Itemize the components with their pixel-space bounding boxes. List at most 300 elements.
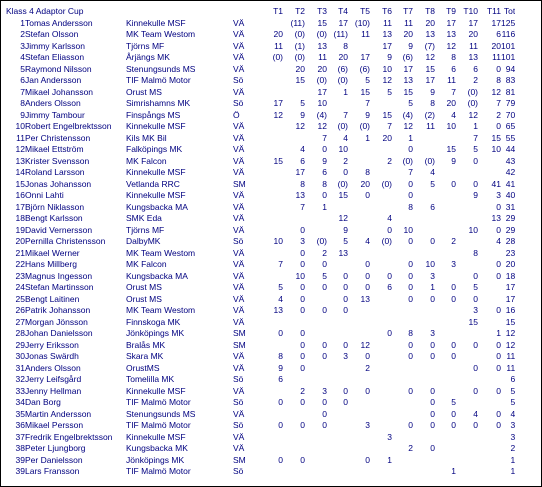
score-cell-t7: 10	[403, 224, 413, 235]
district-cell: VÄ	[233, 443, 245, 453]
score-cell-t5: 4	[365, 236, 370, 246]
club-cell: Kungsbacka MA	[126, 270, 188, 281]
position-cell: 14	[15, 167, 25, 177]
position-cell: 1	[20, 17, 25, 28]
score-cell-t4: 2	[343, 155, 348, 166]
score-cell-t10: 6	[473, 63, 478, 74]
score-cell-t2: 0	[300, 420, 305, 430]
score-cell-t11	[478, 294, 501, 306]
club-cell: Simrishamns MK	[126, 98, 191, 108]
driver-name-cell: Jonas Johansson	[25, 178, 92, 189]
score-cell-t5: 0	[365, 385, 370, 396]
position-cell: 38	[15, 443, 25, 453]
score-cell-t1: 12	[273, 109, 283, 120]
score-cell-t5	[348, 432, 370, 444]
club-cell: Orust MS	[126, 282, 162, 292]
score-cell-t9	[435, 328, 456, 340]
score-cell-t3	[305, 328, 327, 340]
score-cell-t3: 2	[322, 247, 327, 258]
district-cell: Sö	[233, 75, 244, 85]
score-cell-t2: 4	[300, 144, 305, 154]
position-cell: 18	[15, 213, 25, 223]
score-cell-t3: (0)	[316, 236, 327, 246]
score-cell-t7: 0	[408, 293, 413, 304]
score-cell-t6	[370, 397, 392, 409]
score-cell-t9	[435, 305, 456, 317]
club-cell: TIF Malmö Motor	[126, 75, 191, 85]
table-row	[6, 110, 515, 122]
position-cell: 11	[16, 132, 25, 143]
score-cell-t11: 6	[496, 29, 501, 39]
score-cell-t2: 0	[300, 454, 305, 465]
score-cell-t6: (0)	[381, 236, 392, 246]
driver-name-cell: Dan Borg	[25, 397, 61, 407]
score-cell-t8: 9	[430, 86, 435, 97]
score-cell-t2: 0	[300, 259, 305, 269]
score-cell-t5: 0	[365, 454, 370, 465]
score-cell-t6	[370, 305, 392, 317]
score-cell-t1	[262, 386, 283, 398]
score-cell-t7	[392, 432, 413, 444]
score-cell-t3: 13	[317, 40, 327, 51]
score-cell-t10: 1	[473, 121, 478, 131]
table-row	[6, 432, 515, 444]
score-cell-t5: 8	[365, 167, 370, 177]
position-cell: 39	[15, 466, 25, 476]
score-cell-t1: 15	[273, 155, 283, 166]
score-cell-t2: 10	[295, 270, 305, 281]
score-cell-t8: 0	[430, 420, 435, 430]
score-cell-t11	[478, 167, 501, 179]
driver-name-cell: Lars Fransson	[25, 466, 80, 476]
score-cell-t8	[413, 248, 435, 260]
score-cell-t10: 0	[473, 293, 478, 304]
score-cell-t3: 0	[322, 144, 327, 154]
table-row	[6, 340, 515, 352]
table-row	[6, 305, 515, 317]
driver-name-cell: Martin Andersson	[25, 408, 92, 419]
score-cell-t2: 17	[295, 167, 305, 177]
score-cell-t8: 20	[425, 17, 435, 28]
club-cell: DalbyMK	[126, 236, 161, 246]
driver-name-cell: Mikael Ettström	[25, 144, 84, 154]
score-cell-t5	[348, 248, 370, 260]
score-cell-t1	[262, 144, 283, 156]
score-cell-t6: 20	[382, 132, 392, 143]
score-cell-t5: 0	[365, 351, 370, 361]
score-cell-t9: 0	[451, 351, 456, 361]
table-row	[6, 363, 515, 375]
score-cell-t2: 0	[300, 328, 305, 338]
position-cell: 29	[15, 339, 25, 350]
score-cell-t4: 1	[343, 86, 348, 97]
club-cell: Kinnekulle MSF	[126, 190, 186, 200]
score-cell-t10: 0	[473, 385, 478, 396]
total-cell: 17	[505, 293, 516, 304]
score-cell-t10	[456, 236, 478, 248]
score-cell-t11	[478, 443, 501, 455]
score-cell-t11: 13	[491, 213, 501, 223]
score-cell-t3: 11	[318, 52, 327, 62]
total-cell: 79	[505, 98, 516, 108]
score-cell-t9	[435, 190, 456, 202]
col-header-t11: T11	[486, 6, 501, 16]
score-cell-t2: 2	[300, 385, 305, 396]
score-cell-t9: 13	[446, 29, 456, 39]
club-cell: SMK Eda	[126, 213, 162, 223]
score-cell-t9	[435, 202, 456, 214]
score-cell-t4	[327, 466, 348, 478]
score-cell-t3: 0	[322, 305, 327, 315]
district-cell: VÄ	[233, 293, 245, 304]
score-cell-t2	[283, 374, 305, 386]
score-cell-t1	[262, 87, 283, 99]
score-cell-t1: 11	[274, 40, 283, 51]
club-cell: Vetlanda RRC	[126, 178, 180, 189]
club-cell: Kungsbacka MK	[126, 443, 188, 453]
club-cell: Kinnekulle MSF	[126, 167, 186, 177]
score-cell-t6: 2	[387, 155, 392, 166]
score-cell-t4: 15	[338, 190, 348, 200]
score-cell-t4: 12	[338, 213, 348, 223]
class-title: Klass 4 Adaptor Cup	[6, 6, 84, 16]
score-cell-t1: 17	[273, 98, 283, 108]
score-cell-t5: 3	[365, 420, 370, 430]
total-cell: 101	[501, 40, 516, 51]
score-cell-t8: 0	[430, 236, 435, 246]
district-cell: VÄ	[233, 190, 245, 200]
table-row	[6, 190, 515, 202]
score-cell-t6: 1	[387, 454, 392, 465]
score-cell-t9: 15	[446, 144, 456, 154]
score-cell-t10: 0	[473, 362, 478, 373]
district-cell: VÄ	[233, 29, 245, 39]
score-cell-t6	[370, 386, 392, 398]
club-cell: MK Team Westom	[126, 247, 196, 258]
position-cell: 30	[15, 351, 25, 361]
score-cell-t6	[370, 363, 392, 375]
district-cell: VÄ	[233, 282, 245, 292]
score-cell-t1	[262, 443, 283, 455]
district-cell: Ö	[233, 109, 240, 120]
score-cell-t2	[283, 213, 305, 225]
score-cell-t2: (0)	[294, 29, 305, 39]
score-cell-t4	[327, 409, 348, 421]
score-cell-t9	[435, 213, 456, 225]
score-cell-t7: 5	[408, 98, 413, 108]
score-cell-t4: 0	[343, 397, 348, 407]
score-cell-t7: 0	[408, 259, 413, 269]
district-cell: VÄ	[233, 316, 245, 327]
score-cell-t2: 0	[300, 247, 305, 258]
total-cell: 2	[510, 443, 516, 453]
total-cell: 125	[501, 17, 516, 28]
score-cell-t8	[413, 466, 435, 478]
score-cell-t2: 0	[300, 362, 305, 373]
score-cell-t9: 0	[451, 282, 456, 292]
score-cell-t6: 10	[382, 63, 392, 74]
score-cell-t8: 0	[430, 351, 435, 361]
score-cell-t8: 0	[430, 443, 435, 453]
position-cell: 24	[15, 282, 25, 292]
score-cell-t10: 12	[468, 109, 478, 120]
total-cell: 5	[510, 397, 516, 407]
district-cell: VÄ	[233, 121, 245, 131]
score-cell-t5	[348, 374, 370, 386]
score-cell-t10: 20	[468, 29, 478, 39]
driver-name-cell: Mikael Johansson	[25, 86, 94, 97]
total-cell: 65	[505, 121, 516, 131]
score-cell-t11: 8	[496, 75, 501, 85]
score-cell-t11	[478, 466, 501, 478]
total-cell: 3	[510, 431, 516, 442]
club-cell: MK Team Westom	[126, 29, 196, 39]
score-cell-t6: 12	[382, 75, 392, 85]
driver-name-cell: Jenny Hellman	[25, 385, 82, 396]
score-cell-t10: 5	[473, 144, 478, 154]
score-cell-t2	[283, 466, 305, 478]
score-cell-t8	[413, 144, 435, 156]
score-cell-t4: 0	[343, 385, 348, 396]
score-cell-t9: 2	[451, 236, 456, 246]
driver-name-cell: Robert Engelbrektsson	[25, 121, 112, 131]
score-cell-t6	[370, 340, 392, 352]
district-cell: Sö	[233, 374, 244, 384]
district-cell: SM	[233, 454, 246, 465]
table-row	[6, 351, 515, 363]
score-cell-t11	[478, 248, 501, 260]
score-cell-t10	[456, 466, 478, 478]
table-row	[6, 282, 515, 294]
driver-name-cell: Peter Ljungborg	[25, 443, 86, 453]
district-cell: VÄ	[233, 362, 245, 373]
score-cell-t6	[370, 167, 392, 179]
score-cell-t4: 4	[343, 132, 348, 143]
score-cell-t10	[456, 432, 478, 444]
score-cell-t9	[435, 374, 456, 386]
score-cell-t7: 2	[408, 443, 413, 453]
score-cell-t1	[262, 179, 283, 191]
driver-name-cell: Onni Lahti	[25, 190, 64, 200]
score-cell-t8: 6	[430, 201, 435, 212]
position-cell: 34	[15, 397, 25, 407]
score-cell-t1: 9	[278, 362, 283, 373]
score-cell-t5: 0	[365, 190, 370, 200]
score-cell-t8: 17	[425, 75, 435, 85]
score-cell-t1	[262, 121, 283, 133]
club-cell: MK Team Westom	[126, 305, 196, 315]
score-cell-t11: 10	[491, 144, 501, 154]
district-cell: VÄ	[233, 63, 245, 74]
score-cell-t10: 17	[468, 17, 478, 28]
col-header-t7: T7	[403, 6, 413, 16]
score-cell-t6	[370, 259, 392, 271]
total-cell: 3	[510, 420, 516, 430]
score-cell-t3	[305, 294, 327, 306]
club-cell: Orust MS	[126, 86, 162, 97]
total-cell: 70	[505, 109, 516, 120]
score-cell-t8	[413, 213, 435, 225]
score-cell-t2: 5	[300, 98, 305, 108]
score-cell-t7: 0	[408, 190, 413, 200]
position-cell: 8	[20, 98, 25, 108]
score-cell-t9: 3	[451, 259, 456, 269]
score-cell-t5	[348, 409, 370, 421]
score-cell-t11: 3	[496, 190, 501, 200]
score-cell-t5: 20	[360, 178, 370, 189]
table-row	[6, 328, 515, 340]
score-cell-t7: 8	[408, 201, 413, 212]
driver-name-cell: David Vernersson	[25, 224, 93, 235]
score-cell-t9: 4	[451, 109, 456, 120]
score-cell-t9: 0	[451, 339, 456, 350]
score-cell-t11	[478, 397, 501, 409]
col-header-t8: T8	[425, 6, 435, 16]
total-cell: 4	[510, 408, 516, 419]
club-cell: Falköpings MK	[126, 144, 183, 154]
score-cell-t7: 20	[403, 29, 413, 39]
score-cell-t5: 5	[365, 75, 370, 85]
club-cell: Skara MK	[126, 351, 164, 361]
score-cell-t1	[262, 248, 283, 260]
total-cell: 20	[505, 259, 516, 269]
score-cell-t10: (0)	[467, 86, 478, 97]
table-row	[6, 29, 515, 41]
score-cell-t3	[305, 443, 327, 455]
table-row	[6, 443, 515, 455]
table-row	[6, 52, 515, 64]
score-cell-t3: 0	[322, 259, 327, 269]
score-cell-t11: 17	[491, 17, 501, 28]
club-cell: MK Falcon	[126, 259, 167, 269]
score-cell-t11	[478, 374, 501, 386]
district-cell: VÄ	[233, 132, 245, 143]
score-cell-t9	[435, 225, 456, 237]
score-cell-t4	[327, 432, 348, 444]
total-cell: 16	[505, 305, 516, 315]
score-cell-t8	[413, 374, 435, 386]
district-cell: VÄ	[233, 247, 245, 258]
score-cell-t6: 4	[387, 213, 392, 223]
total-cell: 1	[510, 454, 516, 465]
total-cell: 5	[510, 385, 516, 396]
score-cell-t8: (0)	[424, 155, 435, 166]
score-cell-t8	[413, 190, 435, 202]
district-cell: VÄ	[233, 52, 245, 62]
score-cell-t9	[435, 443, 456, 455]
driver-name-cell: Fredrik Engelbrektsson	[25, 431, 113, 442]
score-cell-t11: 1	[496, 328, 501, 338]
score-cell-t8: 15	[425, 63, 435, 74]
score-cell-t9: 17	[446, 17, 456, 28]
total-cell: 6	[510, 374, 516, 384]
district-cell: VÄ	[233, 155, 245, 166]
position-cell: 25	[15, 293, 25, 304]
score-cell-t7: 11	[404, 17, 413, 28]
score-cell-t3	[305, 225, 327, 237]
table-row	[6, 271, 515, 283]
score-cell-t6	[370, 374, 392, 386]
table-row	[6, 144, 515, 156]
total-cell: 81	[505, 86, 516, 97]
score-cell-t6: (0)	[381, 178, 392, 189]
position-cell: 32	[15, 374, 25, 384]
score-cell-t9	[435, 133, 456, 145]
score-cell-t10	[456, 455, 478, 467]
score-cell-t9	[435, 271, 456, 283]
score-cell-t2: (1)	[294, 40, 305, 51]
score-cell-t9	[435, 386, 456, 398]
score-cell-t11: 0	[496, 63, 501, 74]
score-cell-t10: 11	[469, 40, 478, 51]
score-cell-t10	[456, 351, 478, 363]
score-cell-t4: 8	[343, 40, 348, 51]
score-cell-t11: 20	[491, 40, 501, 51]
club-cell: Tjörns MF	[126, 40, 165, 51]
score-cell-t7: 0	[408, 351, 413, 361]
score-cell-t4	[327, 259, 348, 271]
score-cell-t8	[413, 363, 435, 375]
score-cell-t11: 15	[491, 132, 501, 143]
score-cell-t2	[283, 432, 305, 444]
score-cell-t2: 0	[300, 305, 305, 315]
score-cell-t5	[348, 41, 370, 53]
score-cell-t7: 8	[408, 328, 413, 338]
total-cell: 12	[505, 339, 516, 350]
position-cell: 15	[15, 178, 25, 189]
score-cell-t9	[435, 317, 456, 329]
score-cell-t2: 0	[300, 224, 305, 235]
score-cell-t8: 0	[430, 397, 435, 407]
score-cell-t5	[348, 225, 370, 237]
position-cell: 7	[20, 86, 25, 97]
total-cell: 28	[505, 236, 516, 246]
score-cell-t1	[262, 432, 283, 444]
score-cell-t11: 41	[491, 178, 501, 189]
driver-name-cell: Morgan Jönsson	[25, 316, 88, 327]
district-cell: VÄ	[233, 17, 245, 28]
total-cell: 83	[505, 75, 516, 85]
score-cell-t5: 0	[365, 270, 370, 281]
score-cell-t9: 6	[451, 63, 456, 74]
score-cell-t1: (0)	[272, 52, 283, 62]
score-cell-t7: 0	[408, 178, 413, 189]
table-row	[6, 236, 515, 248]
score-cell-t10	[456, 328, 478, 340]
total-cell: 29	[505, 213, 516, 223]
score-cell-t1: 0	[278, 454, 283, 465]
score-cell-t10	[456, 443, 478, 455]
score-cell-t11	[478, 282, 501, 294]
score-cell-t1: 7	[278, 259, 283, 269]
score-cell-t5: 13	[360, 293, 370, 304]
score-cell-t4: (0)	[337, 121, 348, 131]
driver-name-cell: Jonas Swärdh	[25, 351, 79, 361]
score-cell-t8	[413, 317, 435, 329]
score-cell-t4	[327, 98, 348, 110]
total-cell: 41	[505, 178, 516, 189]
score-cell-t6: 15	[382, 109, 392, 120]
position-cell: 12	[15, 144, 25, 154]
total-cell: 42	[505, 167, 516, 177]
score-cell-t11: 0	[496, 121, 501, 131]
driver-name-cell: Jan Andersson	[25, 75, 82, 85]
total-cell: 11	[506, 362, 516, 373]
score-cell-t2: 0	[300, 339, 305, 350]
score-cell-t1	[262, 340, 283, 352]
score-cell-t5: (0)	[359, 121, 370, 131]
score-cell-t8: 12	[425, 52, 435, 62]
